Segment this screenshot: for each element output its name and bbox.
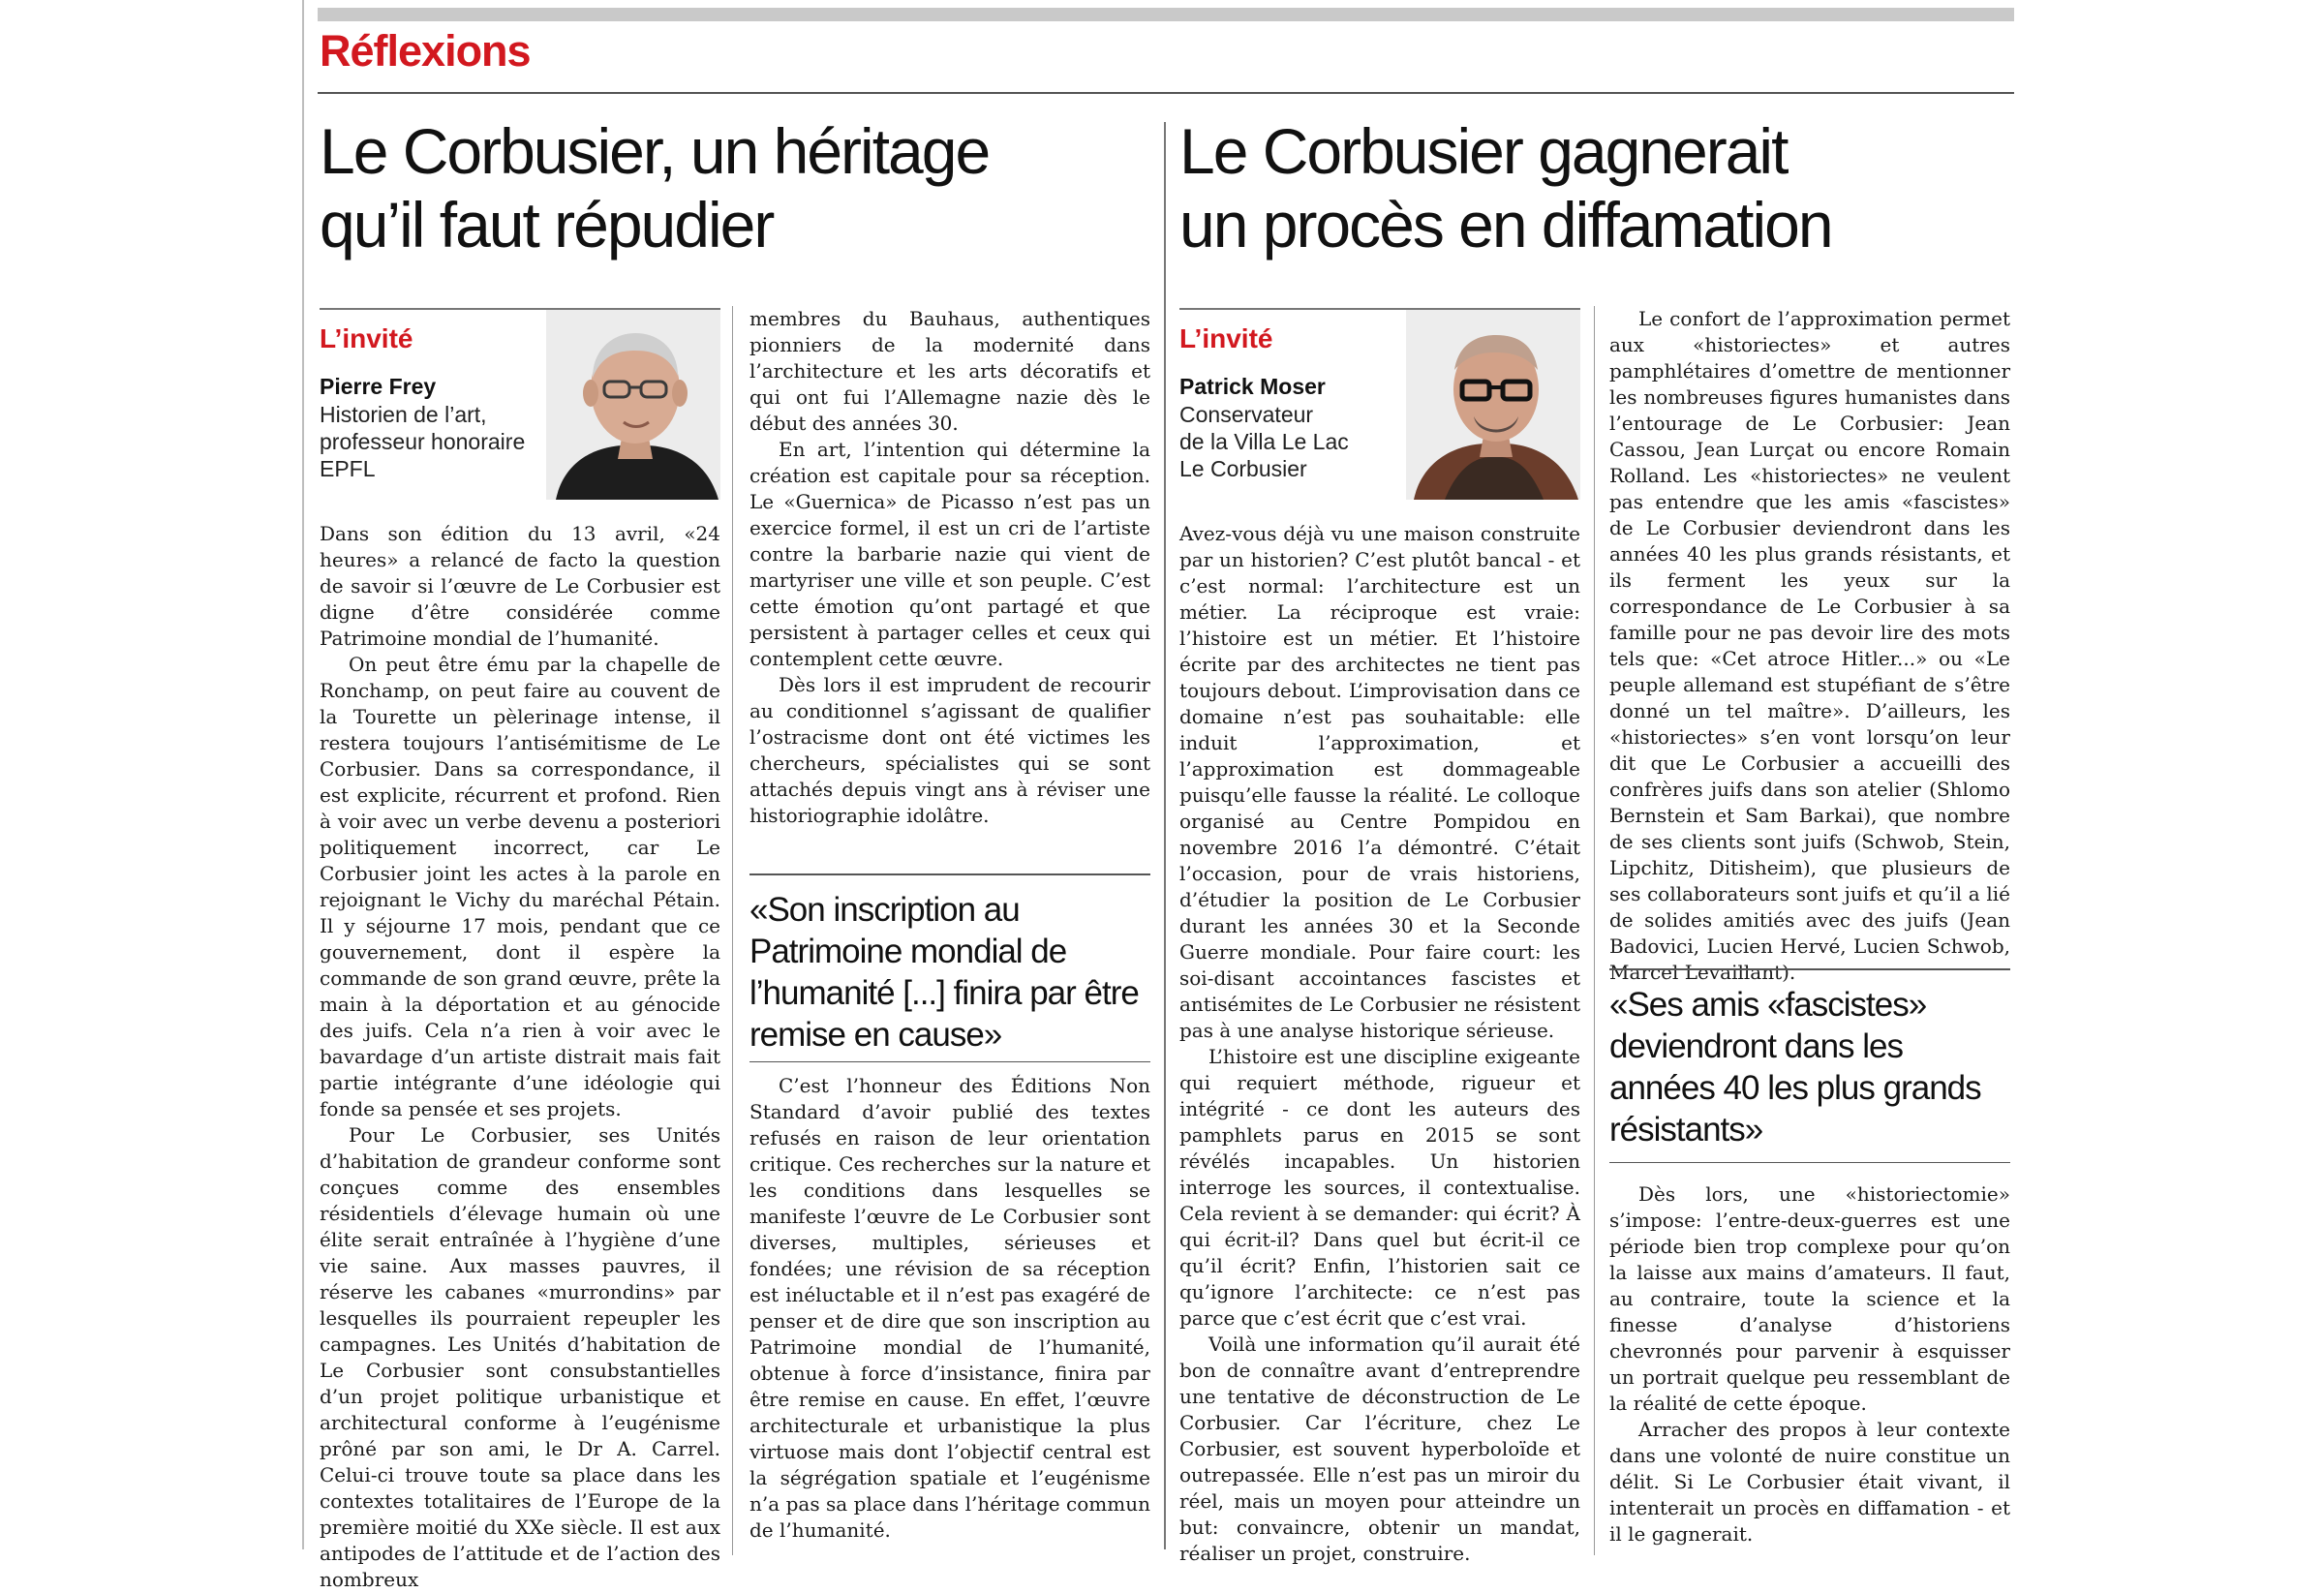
left-author-name: Pierre Frey [320, 374, 437, 399]
left-guest-box [320, 308, 720, 498]
right-headline-line-2: un procès en diffamation [1179, 189, 1832, 260]
right-role-line-3: Le Corbusier [1179, 456, 1307, 481]
right-article-col-2-bottom [1609, 1181, 2010, 1547]
right-col2b-paragraph: Arracher des propos à leur contexte dans une volonté de nuire constitue un délit. Si Le Corbusier était vivant, il intenterait un procès en diffamation - et il le gagnerait. [1609, 1418, 2010, 1546]
left-quote-rule [749, 1061, 1150, 1062]
left-pull-quote: «Son inscription au Patrimoine mondial de l’humanité [...] finira par être remise en cause» [749, 873, 1150, 1056]
left-col2b-paragraph: C’est l’honneur des Éditions Non Standard d’avoir publié des textes refusés en raison de leur orientation critique. Ces recherches sur la nature et les conditions dans lesquelles se manifeste l’œuvre de Le Corbusier sont diverses, multiples, sérieuses et fondées; une révision de sa réception est inéluctable et il n’est pas exagéré de penser et de dire que son inscription au Patrimoine mondial de l’humanité, obtenue à force d’insistance, finira par être remise en cause. En effet, l’œuvre architecturale et urbanistique la plus virtuose mais dont l’objectif central est la ségrégation spatiale et l’eugénisme n’a pas sa place dans l’héritage commun de l’humanité. [749, 1074, 1150, 1542]
left-col1-paragraph: On peut être ému par la chapelle de Ronchamp, on peut faire au couvent de la Tourette un pèlerinage intense, il restera toujours l’antisémitisme de Le Corbusier. Dans sa correspondance, il est explicite, récurrent et profond. Rien à voir avec un verbe devenu a posteriori politiquement incorrect, car Le Corbusier joint les actes à la parole en rejoignant le Vichy du maréchal Pétain. Il y séjourne 17 mois, pendant que ce gouvernement, dont il espère la commande de son grand œuvre, prête la main à la déportation et au génocide des juifs. Cela n’a rien à voir avec le bavardage d’un artiste distrait mais fait partie intégrante d’une idéologie qui fonde sa pensée et ses projets. [320, 653, 720, 1120]
left-col2-paragraph: En art, l’intention qui détermine la création est capitale pour sa réception. Le «Guernica» de Picasso n’est pas un exercice formel, il est un cri de l’artiste contre la barbarie nazie qui vient de martyriser une ville et son peuple. C’est cette émotion qu’ont partagé et que persistent à partager celles et ceux qui contemplent cette œuvre. [749, 438, 1150, 670]
right-role-line-1: Conservateur [1179, 402, 1314, 427]
right-quote-rule [1609, 1162, 2010, 1163]
left-author-role [320, 401, 542, 482]
right-portrait-illustration [1406, 310, 1580, 500]
left-col1-paragraph: Pour Le Corbusier, ses Unités d’habitation de grandeur conforme sont conçues comme des ensembles résidentiels d’élevage humain où une élite serait entraînée à l’hygiène d’une vie saine. Aux masses pauvres, il réserve les cabanes «murrondins» par lesquelles ils pourraient repeupler les campagnes. Les Unités d’habitation de Le Corbusier sont consubstantielles d’un projet politique urbanistique et architectural conforme à l’eugénisme prôné par son ami, le Dr A. Carrel. Celui-ci trouve toute sa place dans les contextes totalitaires de l’Europe de la première moitié du XXe siècle. Il est aux antipodes de l’attitude et de l’action des nombreux [320, 1123, 720, 1591]
left-article-col-2-bottom [749, 1073, 1150, 1544]
right-guest-box [1179, 308, 1580, 498]
right-pull-quote: «Ses amis «fascistes» deviendront dans les années 40 les plus grands résistants» [1609, 968, 2010, 1150]
section-title: Réflexions [320, 26, 531, 76]
right-guest-label: L’invité [1179, 323, 1273, 353]
header-rule [318, 92, 2014, 94]
right-column-rule [1594, 306, 1595, 1555]
left-col2-paragraph: Dès lors il est imprudent de recourir au conditionnel s’agissant de qualifier l’ostracisme dont ont été victimes les chercheurs, spécialistes qui se sont attachés depuis vingt ans à réviser une historiographie idolâtre. [749, 673, 1150, 827]
article-divider [1164, 122, 1166, 1549]
left-col2-paragraph: membres du Bauhaus, authentiques pionniers de la modernité dans l’architecture et les arts décoratifs et qui ont fui l’Allemagne nazie dès le début des années 30. [749, 307, 1150, 435]
right-col2b-paragraph: Dès lors, une «historiectomie» s’impose: l’entre-deux-guerres est une période bien trop complexe pour qu’on la laisse aux mains d’amateurs. Il faut, au contraire, toute la science et la finesse d’analyse d’historiens chevronnés pour parvenir à esquisser un portrait quelque peu ressemblant de la réalité de cette époque. [1609, 1182, 2010, 1415]
left-role-line-3: EPFL [320, 456, 376, 481]
left-col1-paragraph: Dans son édition du 13 avril, «24 heures» a relancé de facto la question de savoir si l’œuvre de Le Corbusier est digne d’être considérée comme Patrimoine mondial de l’humanité. [320, 522, 720, 650]
left-portrait-illustration [546, 310, 720, 500]
right-col1-paragraph: Voilà une information qu’il aurait été bon de connaître avant d’entreprendre une tentative de déconstruction de Le Corbusier. Car l’écriture, chez Le Corbusier, est souvent hyperboloïde et outrepassée. Elle n’est pas un miroir du réel, mais un moyen pour atteindre un but: convaincre, obtenir un mandat, réaliser un projet, construire. [1179, 1333, 1580, 1565]
right-headline-line-1: Le Corbusier gagnerait [1179, 115, 1788, 187]
left-author-photo [546, 310, 720, 500]
right-role-line-2: de la Villa Le Lac [1179, 429, 1349, 454]
header-bar [318, 8, 2014, 21]
right-col1-paragraph: Avez-vous déjà vu une maison construite par un historien? C’est plutôt bancal - et c’est normal: l’architecture est un métier. La réciproque est vraie: l’histoire est un métier. Et l’histoire écrite par des architectes ne tient pas toujours debout. L’improvisation dans ce domaine n’est pas souhaitable: elle induit l’approximation, et l’approximation est dommageable puisqu’elle fausse la réalité. Le colloque organisé au Centre Pompidou en novembre 2016 l’a démontré. C’était l’occasion, pour de vrais historiens, d’étudier la position de Le Corbusier durant les années 30 et la Seconde Guerre mondiale. Pour faire court: les soi-disant accointances fascistes et antisémites de Le Corbusier ne résistent pas à une analyse historique sérieuse. [1179, 522, 1580, 1042]
right-headline [1179, 114, 2012, 261]
left-headline-line-1: Le Corbusier, un héritage [320, 115, 990, 187]
right-col1-paragraph: L’histoire est une discipline exigeante qui requiert méthode, rigueur et intégrité - ce dont les auteurs des pamphlets parus en 2015 se sont révélés incapables. Un historien interroge les sources, il contextualise. Cela revient à se demander: qui écrit? À qui écrit-il? Dans quel but écrit-il ce qu’il écrit? Enfin, l’historien sait ce qu’ignore l’architecte: ce n’est pas parce que c’est écrit que c’est vrai. [1179, 1045, 1580, 1330]
left-role-line-2: professeur honoraire [320, 429, 526, 454]
left-guest-label: L’invité [320, 323, 413, 353]
right-author-role [1179, 401, 1402, 482]
page-gutter-line [302, 0, 304, 1549]
left-headline-line-2: qu’il faut répudier [320, 189, 774, 260]
left-column-rule [732, 306, 733, 1555]
left-headline [320, 114, 1152, 261]
right-article-col-1 [1179, 521, 1580, 1567]
right-article-col-2-top [1609, 306, 2010, 986]
right-author-name: Patrick Moser [1179, 374, 1326, 399]
left-role-line-1: Historien de l’art, [320, 402, 487, 427]
right-author-photo [1406, 310, 1580, 500]
left-article-col-2-top [749, 306, 1150, 829]
right-col2-paragraph: Le confort de l’approximation permet aux «historiectes» et autres pamphlétaires d’omettre de mentionner les nombreuses figures humanistes dans l’entourage de Le Corbusier: Jean Cassou, Jean Lurçat ou encore Romain Rolland. Les «historiectes» ne veulent pas entendre que les amis «fascistes» de Le Corbusier deviendront dans les années 40 les plus grands résistants, et ils ferment les yeux sur la correspondance de Le Corbusier à sa famille pour ne pas devoir lire des mots tels que: «Cet atroce Hitler...» ou «Le peuple allemand est stupéfiant de s’être donné un tel maître». D’ailleurs, les «historiectes» s’en vont lorsqu’on leur dit que Le Corbusier a accueilli des confrères juifs dans son atelier (Shlomo Bernstein et Sam Barkai), que nombre de ses clients sont juifs (Schwob, Stein, Lipchitz, Ditisheim), que plusieurs de ses collaborateurs sont juifs et qu’il a lié de solides amitiés avec des juifs (Jean Badovici, Lucien Hervé, Lucien Schwob, Marcel Levaillant). [1609, 307, 2010, 984]
left-article-col-1 [320, 521, 720, 1593]
